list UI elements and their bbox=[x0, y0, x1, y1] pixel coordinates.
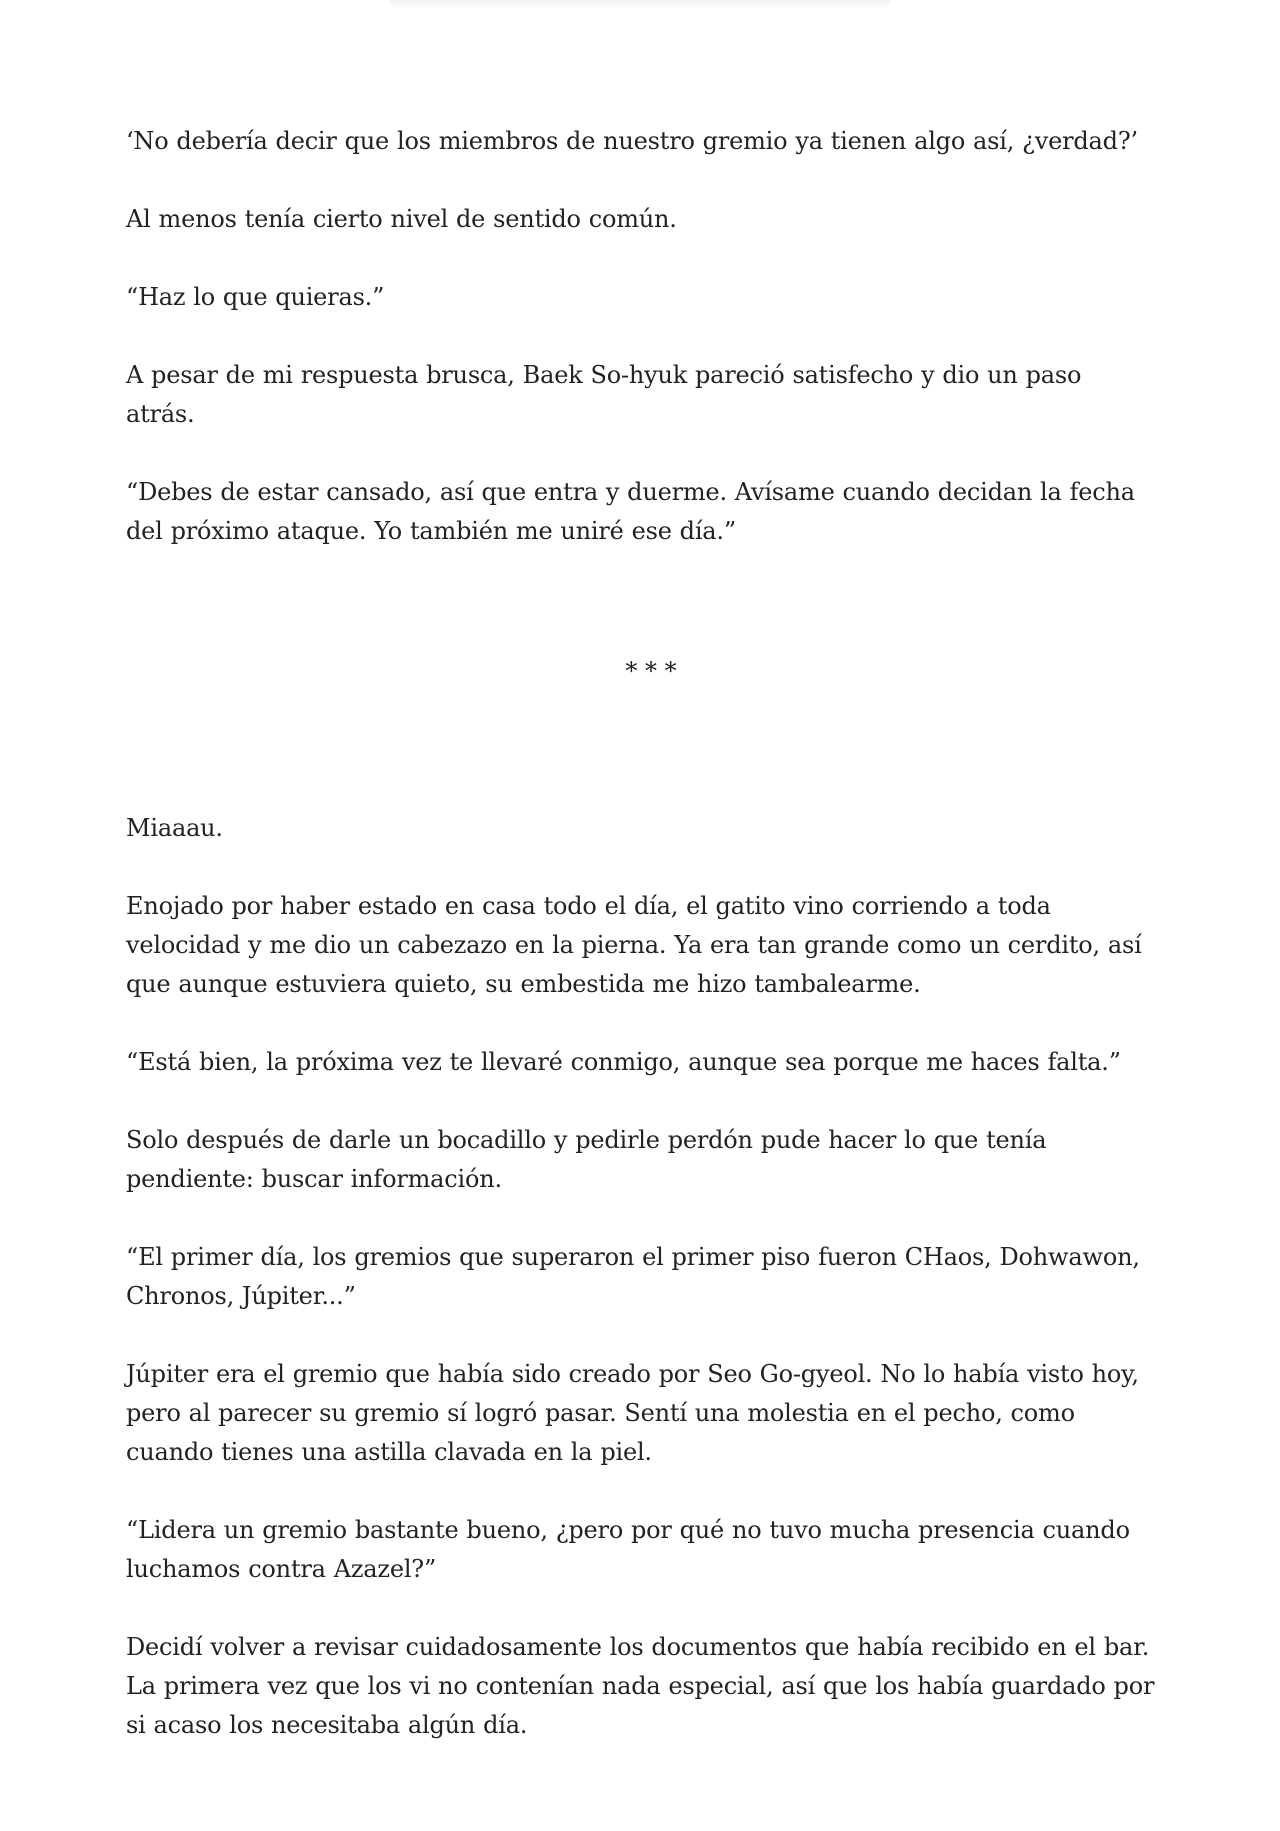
paragraph: A pesar de mi respuesta brusca, Baek So-hyuk pareció satisfecho y dio un paso atrás. bbox=[126, 361, 1082, 428]
paragraph: “Haz lo que quieras.” bbox=[126, 283, 385, 311]
paragraph: Enojado por haber estado en casa todo el día, el gatito vino corriendo a toda velocidad y me dio un cabezazo en la pierna. Ya era tan grande como un cerdito, así que aunque estuviera quieto, su embestida me hizo tambalearme. bbox=[126, 892, 1142, 998]
paragraph: “El primer día, los gremios que superaron el primer piso fueron CHaos, Dohwawon, Chronos, Júpiter...” bbox=[126, 1243, 1140, 1310]
paragraph: “Lidera un gremio bastante bueno, ¿pero por qué no tuvo mucha presencia cuando luchamos contra Azazel?” bbox=[126, 1516, 1130, 1583]
scene-break bbox=[126, 551, 1156, 809]
paragraph: Al menos tenía cierto nivel de sentido común. bbox=[126, 205, 677, 233]
paragraph: Decidí volver a revisar cuidadosamente los documentos que había recibido en el bar. La primera vez que los vi no contenían nada especial, así que los había guardado por si acaso los necesitaba algún día. bbox=[126, 1633, 1155, 1739]
scene-separator: * * * bbox=[625, 657, 677, 685]
paragraph: Miaaau. bbox=[126, 814, 223, 842]
paragraph: Júpiter era el gremio que había sido creado por Seo Go-gyeol. No lo había visto hoy, pero al parecer su gremio sí logró pasar. Sentí una molestia en el pecho, como cuando tienes una astilla clavada en la piel. bbox=[126, 1360, 1139, 1466]
paragraph: Solo después de darle un bocadillo y pedirle perdón pude hacer lo que tenía pendiente: buscar información. bbox=[126, 1126, 1047, 1193]
paragraph: “Está bien, la próxima vez te llevaré conmigo, aunque sea porque me haces falta.” bbox=[126, 1048, 1121, 1076]
top-edge-shadow bbox=[390, 0, 890, 8]
paragraph: ‘No debería decir que los miembros de nuestro gremio ya tienen algo así, ¿verdad?’ bbox=[126, 127, 1138, 155]
paragraph: “Debes de estar cansado, así que entra y duerme. Avísame cuando decidan la fecha del próximo ataque. Yo también me uniré ese día.” bbox=[126, 478, 1135, 545]
document-body bbox=[126, 122, 1156, 1784]
